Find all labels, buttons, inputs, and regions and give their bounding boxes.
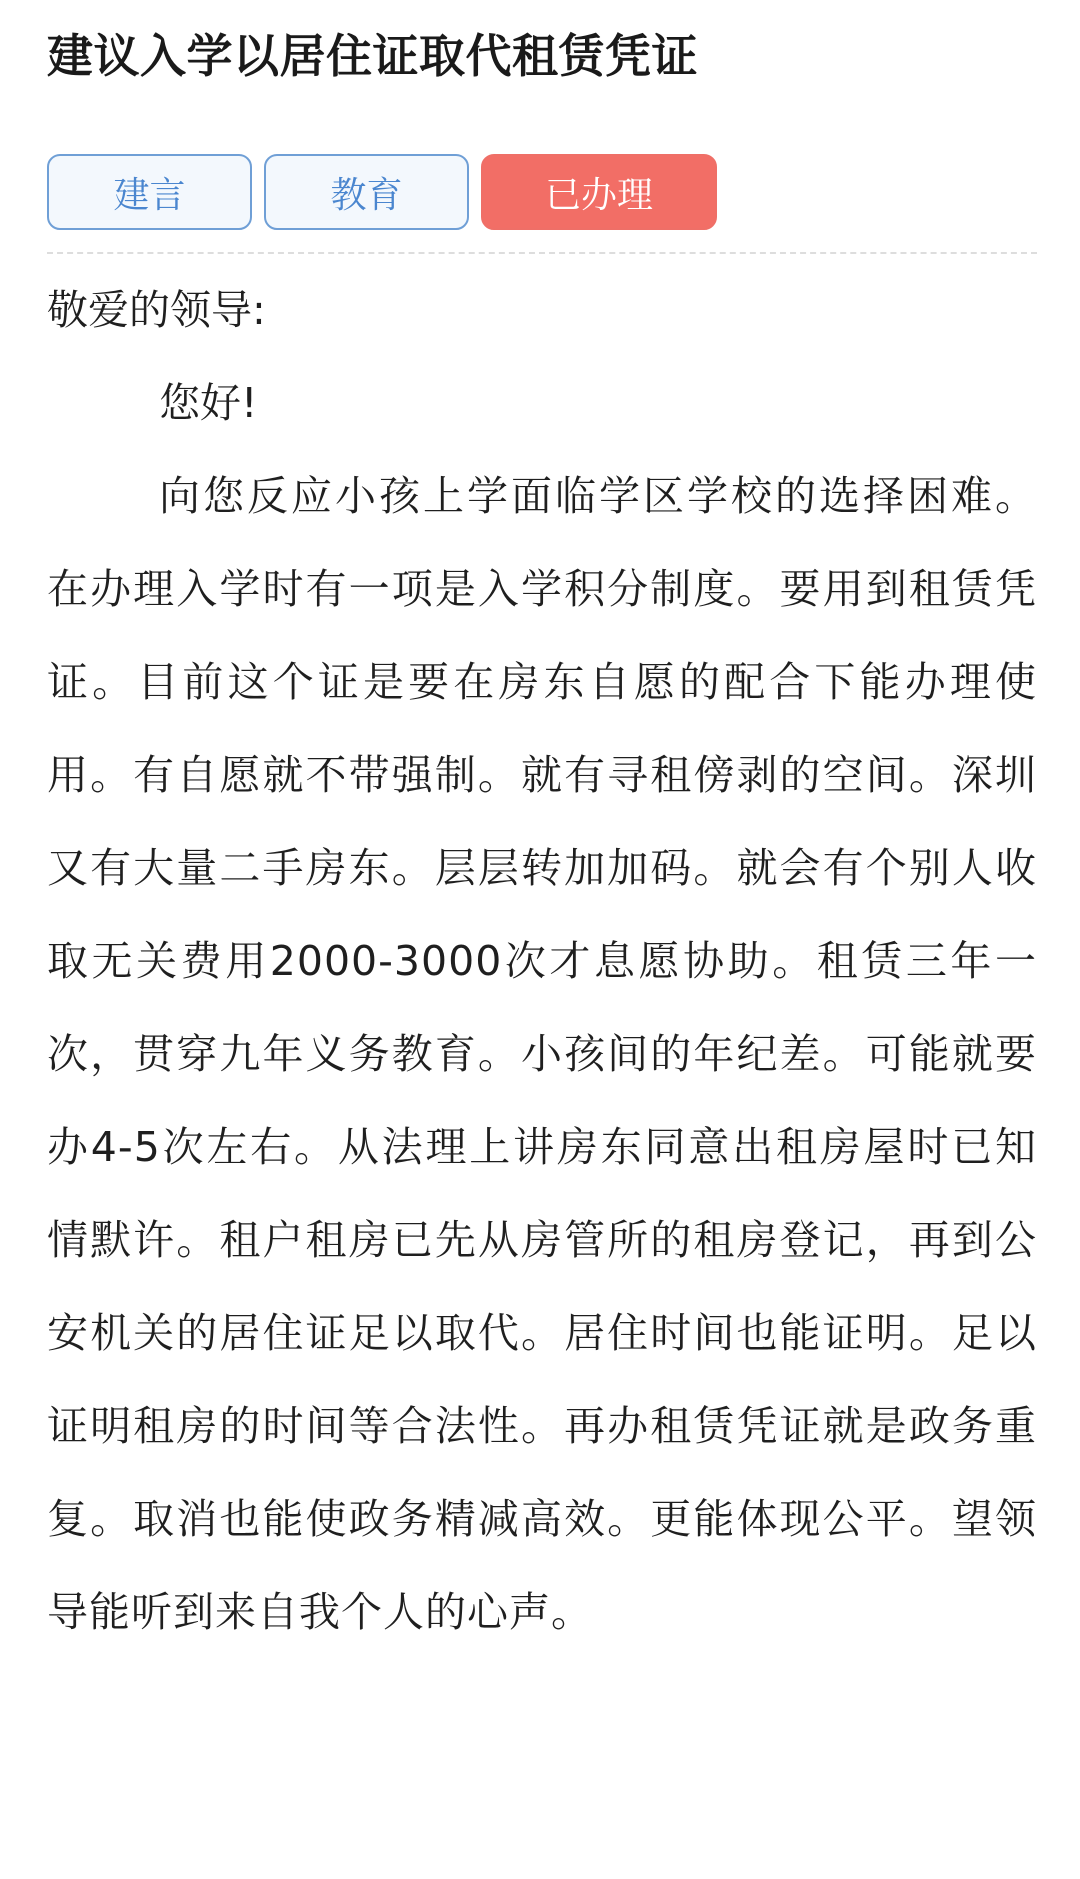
divider [47, 252, 1037, 254]
article-title: 建议入学以居住证取代租赁凭证 [47, 29, 698, 83]
status-badge[interactable]: 已办理 [481, 154, 717, 230]
letter-body: 向您反应小孩上学面临学区学校的选择困难。在办理入学时有一项是入学积分制度。要用到租赁凭证。目前这个证是要在房东自愿的配合下能办理使用。有自愿就不带强制。就有寻租傍剥的空间。深圳又有大量二手房东。层层转加加码。就会有个别人收取无关费用2000-3000次才息愿协助。租赁三年一次，贯穿九年义务教育。小孩间的年纪差。可能就要办4-5次左右。从法理上讲房东同意出租房屋时已知情默许。租户租房已先从房管所的租房登记，再到公安机关的居住证足以取代。居住时间也能证明。足以证明租房的时间等合法性。再办租赁凭证就是政务重复。取消也能使政务精减高效。更能体现公平。望领导能听到来自我个人的心声。 [47, 472, 1037, 1636]
tag-suggestion[interactable]: 建言 [47, 154, 252, 230]
tag-list [47, 154, 1036, 230]
letter-greeting: 您好! [159, 379, 258, 427]
letter-content [47, 264, 1036, 1659]
tag-education[interactable]: 教育 [264, 154, 469, 230]
letter-salutation: 敬爱的领导: [47, 286, 266, 334]
